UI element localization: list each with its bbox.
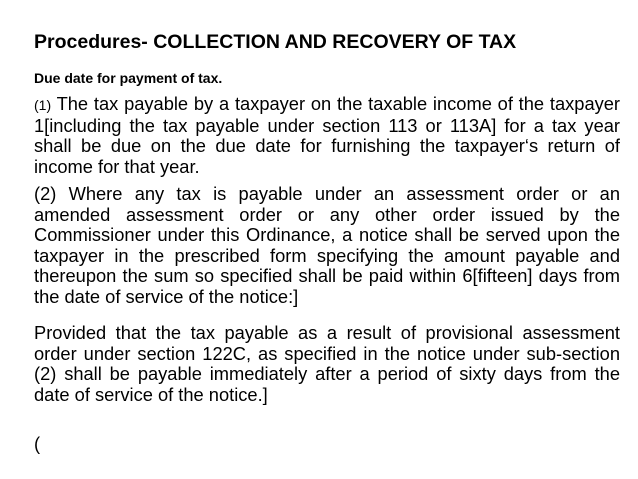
paragraph-fragment: ( (34, 433, 41, 454)
proviso-paragraph: Provided that the tax payable as a result of provisional assessment order under section 122C, as specified in the notice under sub-section (2) shall be payable immediately after a period of sixty days from the date of service of the notice.] (34, 322, 620, 405)
section-heading: Due date for payment of tax. (34, 70, 223, 86)
paragraph-1-text: The tax payable by a taxpayer on the taxable income of the taxpayer 1[including the tax payable under section 113 or 113A] for a tax year shall be due on the due date for furnishing the taxpayer‘s return of income for that year. (34, 93, 621, 177)
paragraph-1 (34, 94, 620, 177)
slide-title: Procedures- COLLECTION AND RECOVERY OF TAX (34, 31, 517, 53)
paragraph-1-number: (1) (34, 97, 52, 113)
paragraph-2: (2) Where any tax is payable under an assessment order or an amended assessment order or any other order issued by the Commissioner under this Ordinance, a notice shall be served upon the taxpayer in the prescribed form specifying the amount payable and thereupon the sum so specified shall be paid within 6[fifteen] days from the date of service of the notice:] (34, 183, 620, 307)
